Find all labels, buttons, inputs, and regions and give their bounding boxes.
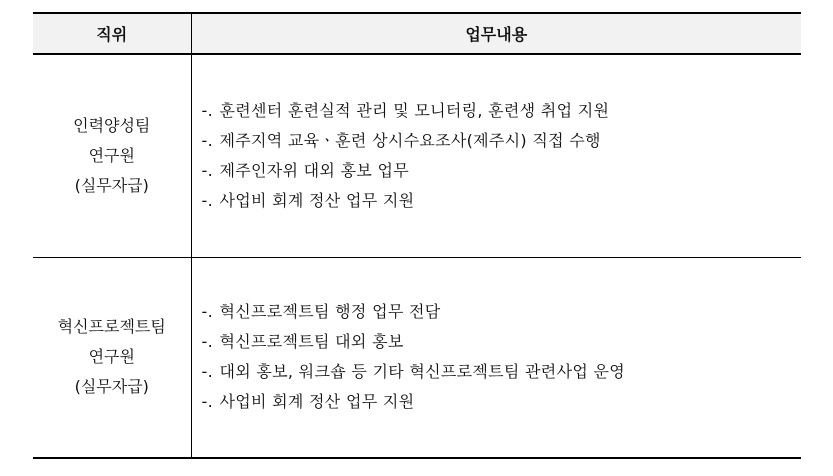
bullet-marker: -. xyxy=(201,160,213,180)
duty-text: 사업비 회계 정산 업무 지원 xyxy=(219,190,415,210)
bullet-marker: -. xyxy=(201,302,213,322)
duty-text: 훈련센터 훈련실적 관리 및 모니터링, 훈련생 취업 지원 xyxy=(219,100,610,120)
duty-text: 사업비 회계 정산 업무 지원 xyxy=(219,392,415,412)
list-item xyxy=(202,96,802,126)
role-level: (실무자급) xyxy=(74,377,149,397)
bullet-marker: -. xyxy=(201,362,213,382)
list-item xyxy=(202,126,802,156)
bullet-marker: -. xyxy=(201,332,213,352)
list-item xyxy=(202,327,802,357)
duties-cell xyxy=(191,54,801,257)
header-position: 직위 xyxy=(33,13,191,54)
role-title: 연구원 xyxy=(88,145,135,165)
table-row xyxy=(33,257,801,458)
list-item xyxy=(202,387,802,417)
list-item xyxy=(202,297,802,327)
role-cell xyxy=(33,257,191,458)
duty-text: 제주지역 교육ㆍ훈련 상시수요조사(제주시) 직접 수행 xyxy=(219,130,601,150)
duty-text: 대외 홍보, 워크숍 등 기타 혁신프로젝트팀 관련사업 운영 xyxy=(219,362,625,382)
table-row xyxy=(33,54,801,257)
role-team: 인력양성팀 xyxy=(73,115,151,135)
bullet-marker: -. xyxy=(201,130,213,150)
role-team: 혁신프로젝트팀 xyxy=(57,317,166,337)
job-duties-table-wrapper xyxy=(33,12,801,459)
bullet-marker: -. xyxy=(201,190,213,210)
bullet-marker: -. xyxy=(201,100,213,120)
job-duties-table xyxy=(33,12,801,459)
duty-list xyxy=(202,96,802,216)
table-header-row xyxy=(33,13,801,54)
list-item xyxy=(202,357,802,387)
header-duties: 업무내용 xyxy=(191,13,801,54)
duty-list xyxy=(202,297,802,417)
duty-text: 혁신프로젝트팀 행정 업무 전담 xyxy=(219,302,441,322)
duty-text: 제주인자위 대외 홍보 업무 xyxy=(219,160,409,180)
duties-cell xyxy=(191,257,801,458)
role-cell xyxy=(33,54,191,257)
role-level: (실무자급) xyxy=(74,175,149,195)
list-item xyxy=(202,186,802,216)
duty-text: 혁신프로젝트팀 대외 홍보 xyxy=(219,332,404,352)
role-title: 연구원 xyxy=(88,347,135,367)
bullet-marker: -. xyxy=(201,392,213,412)
list-item xyxy=(202,156,802,186)
